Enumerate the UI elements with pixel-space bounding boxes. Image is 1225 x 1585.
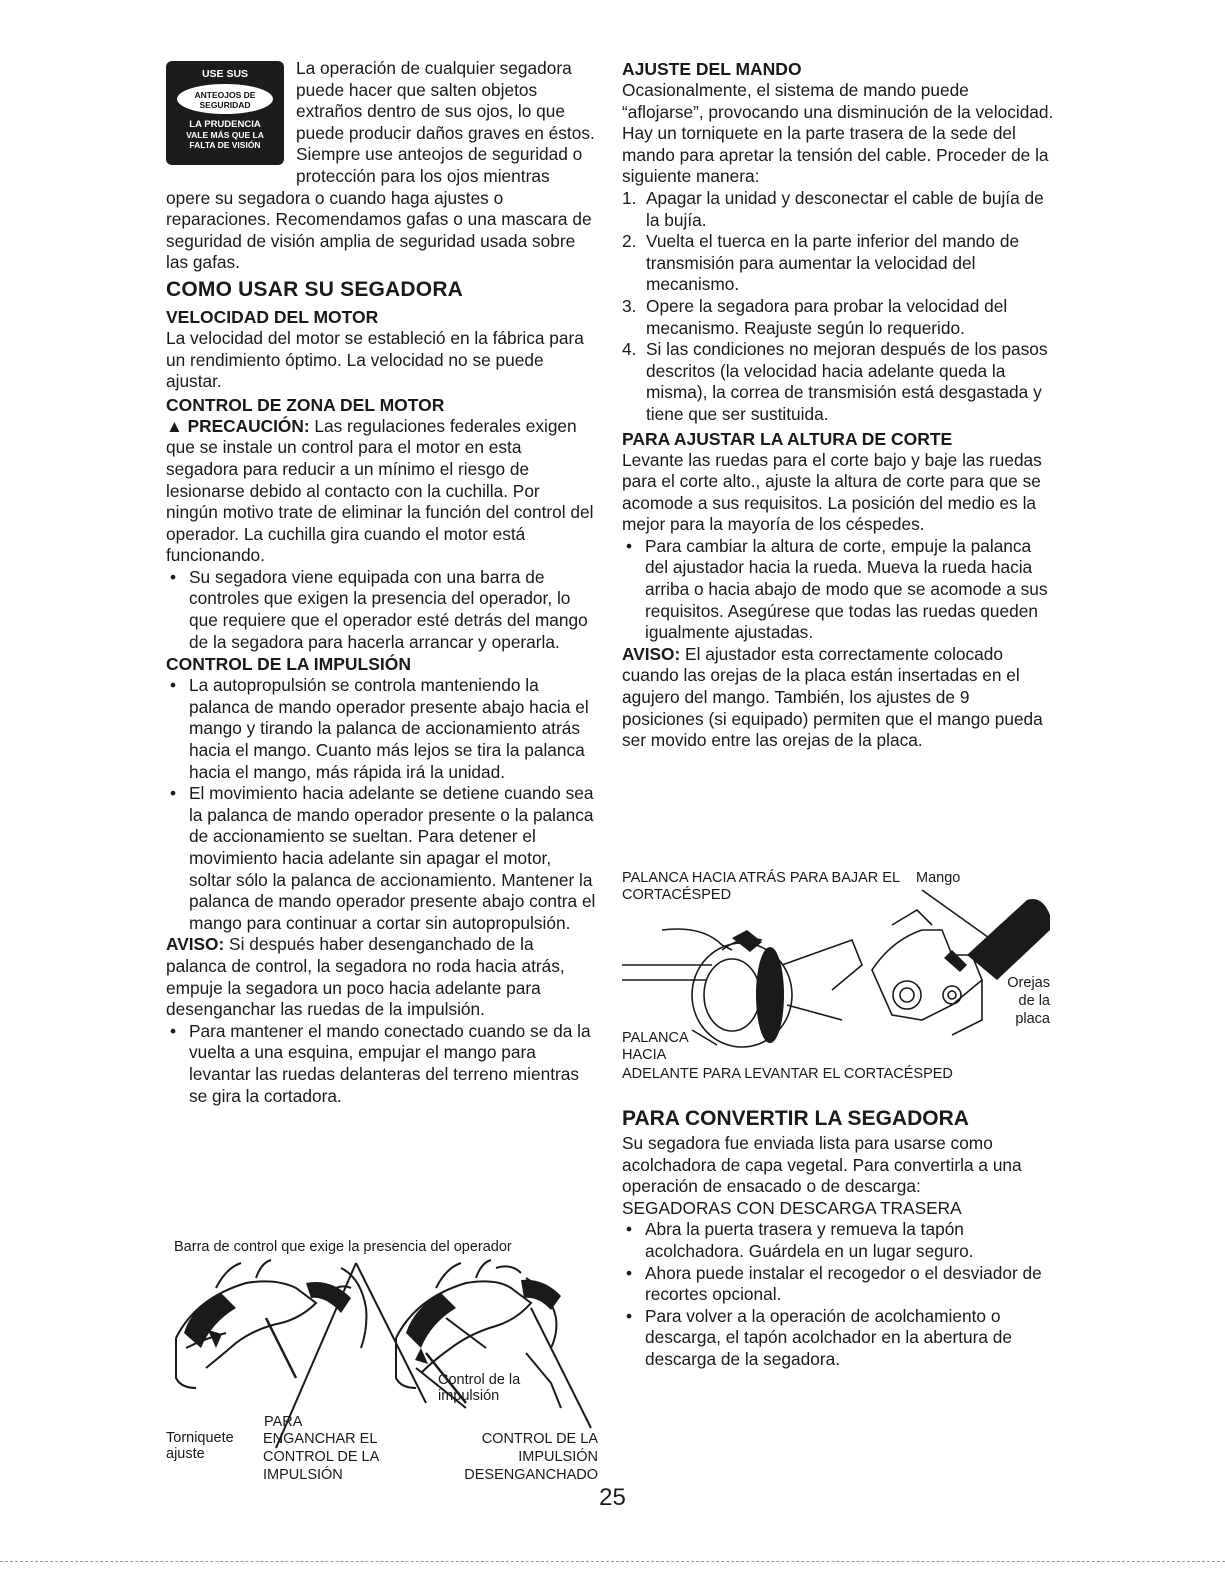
heading-drive-adjust: AJUSTE DEL MANDO [622,59,802,79]
list-item [622,188,1054,231]
caution-label: PRECAUCIÓN: [187,415,310,436]
rear-discharge-heading: SEGADORAS CON DESCARGA TRASERA [622,1197,962,1218]
step-text: Apagar la unidad y desconectar el cable de bujía de la bujía. [646,187,1044,230]
heading-cutting-height: PARA AJUSTAR LA ALTURA DE CORTE [622,428,953,449]
aviso-paragraph-right [622,644,1054,752]
badge-line-4: LA PRUDENCIA [189,119,261,130]
step-number: 2. [622,231,637,252]
zone-bullet-list [166,567,596,653]
list-item: • Para cambiar la altura de corte, empuje la palanca del ajustador hacia la rueda. Mueva la rueda hacia arriba o hacia abajo de modo que se acomode a sus requisitos. Asegúrese que todas las ruedas queden igualmente ajustadas. [622,536,1054,644]
caution-text: Las regulaciones federales exigen que se instale un control para el motor en esta segadora para reducir a un mínimo el riesgo de lesionarse debido al contacto con la cuchilla. Por ningún motivo trate de eliminar la función del control del operador. La cuchilla gira cuando el motor está funcionando. [166,415,594,566]
caution-paragraph [166,416,596,567]
list-item: • El movimiento hacia adelante se detiene cuando sea la palanca de mando operador presente o la palanca de accionamiento se sueltan. Para detener el movimiento hacia adelante sin apagar el motor, soltar sólo la palanca de accionamiento. Mantener la palanca de mando operador presente abajo contra el mango para continuar a cortar sin autopropulsión. [166,783,596,934]
badge-line-5: VALE MÁS QUE LA [186,130,264,140]
label-engage-drive: ENGANCHAR EL CONTROL DE LA IMPULSIÓN [263,1431,379,1483]
list-item [622,231,1054,296]
list-item: • Para volver a la operación de acolchamiento o descarga, el tapón acolchador en la abertura de descarga de la segadora. [622,1306,1054,1371]
aviso-text: El ajustador esta correctamente colocado cuando las orejas de la placa están insertadas en el agujero del mango. También, los ajustes de 9 posiciones (si equipado) permiten que el mango pueda ser movido entre las orejas de la placa. [622,643,1043,751]
bottom-divider [0,1561,1225,1562]
label-drive-control: Control de la impulsión [438,1372,521,1404]
safety-badge-icon [166,61,284,165]
heading-engine-zone-control: CONTROL DE ZONA DEL MOTOR [166,394,445,415]
engine-speed-text: La velocidad del motor se estableció en la fábrica para un rendimiento óptimo. La velocidad no se puede ajustar. [166,327,584,392]
aviso-paragraph-left [166,934,596,1020]
label-para: PARA [264,1414,303,1430]
drive-adjust-text: Ocasionalmente, el sistema de mando puede “aflojarse”, provocando una disminución de la velocidad. Hay un torniquete en la parte trasera de la sede del mando para apretar la tensión del cable. Proceder de la siguiente manera: [622,80,1054,187]
aviso-bullet-list [166,1021,596,1107]
label-orejas: Orejas de la placa [1007,975,1050,1027]
convert-section [622,1105,1054,1371]
aviso-label: AVISO: [166,934,225,955]
badge-line-1: USE SUS [201,68,249,80]
list-item [622,296,1054,339]
label-drive-disengaged: CONTROL DE LA IMPULSIÓN DESENGANCHADO [464,1431,598,1483]
drive-bullet-list [166,675,596,934]
intro-paragraph: La operación de cualquier segadora puede hacer que salten objetos extraños dentro de sus ojos, lo que puede producir daños graves en éstos. Siempre use anteojos de seguridad o protección para los ojos mientras opere su segadora o cuando haga ajustes o reparaciones. Recomendamos gafas o una mascara de seguridad de visión amplia de seguridad usada sobre las gafas. [166,58,595,273]
heading-engine-speed: VELOCIDAD DEL MOTOR [166,306,379,327]
step-number: 3. [622,295,637,316]
step-text: Vuelta el tuerca en la parte inferior del mando de transmisión para aumentar la velocidad del mecanismo. [646,231,1020,295]
step-text: Si las condiciones no mejoran después de los pasos descritos (la velocidad hacia adelante queda la misma), la correa de transmisión está desgastada y tiene que ser sustituida. [646,339,1048,424]
height-adjust-figure [622,870,1052,1086]
heading-drive-control: CONTROL DE LA IMPULSIÓN [166,654,411,675]
heading-how-to-use: COMO USAR SU SEGADORA [166,277,464,301]
adjust-steps-list [622,188,1054,426]
list-item: • Su segadora viene equipada con una barra de controles que exigen la presencia del operador, lo que requiere que el operador esté detrás del mango de la segadora para hacerla arrancar y operarla. [166,567,596,653]
convert-bullet-list [622,1219,1054,1370]
list-item [622,339,1054,425]
height-bullet-list [622,536,1054,644]
badge-line-2: ANTEOJOS DE [194,90,256,100]
label-lever-back: PALANCA HACIA ATRÁS PARA BAJAR EL CORTACÉSPED [622,870,900,903]
safety-glasses-badge [166,58,288,168]
aviso-text: Si después haber desenganchado de la palanca de control, la segadora no roda hacia atrás, empuje la segadora un poco hacia adelante para desenganchar las ruedas de la impulsión. [166,934,565,1020]
badge-oval [177,84,273,114]
heading-convert-mower: PARA CONVERTIR LA SEGADORA [622,1107,969,1130]
label-mango: Mango [916,870,961,886]
step-number: 1. [622,187,637,208]
right-column [622,58,1054,752]
badge-line-6: FALTA DE VISIÓN [189,140,261,150]
list-item: • Para mantener el mando conectado cuando se da la vuelta a una esquina, empujar el mango para levantar las ruedas delanteras del terreno mientras se gira la cortadora. [166,1021,596,1107]
list-item: • Abra la puerta trasera y remueva la tapón acolchadora. Guárdela en un lugar seguro. [622,1219,1054,1262]
cutting-height-text: Levante las ruedas para el corte bajo y baje las ruedas para el corte alto., ajuste la altura de corte para que se acomode a sus requisitos. La posición del medio es la mejor para la mayoría de los céspedes. [622,449,1042,535]
left-column [166,58,596,1107]
step-text: Opere la segadora para probar la velocidad del mecanismo. Reajuste según lo requerido. [646,295,1008,338]
list-item: • La autopropulsión se controla manteniendo la palanca de mando operador presente abajo hacia el mango y tirando la palanca de accionamiento atrás hacia el mango. Cuanto más lejos se tira la palanca hacia el mango, más rápida irá la unidad. [166,675,596,783]
page-number: 25 [599,1484,626,1511]
label-torniquete: Torniquete ajuste [166,1430,234,1462]
aviso-label: AVISO: [622,643,681,664]
label-palanca: PALANCA HACIA [622,1030,688,1063]
badge-line-3: SEGURIDAD [199,100,251,110]
label-lever-forward: ADELANTE PARA LEVANTAR EL CORTACÉSPED [622,1066,953,1082]
warning-triangle-icon: ▲ [166,416,183,436]
convert-text: Su segadora fue enviada lista para usarse como acolchadora de capa vegetal. Para convertirla a una operación de ensacado o de descarga: [622,1133,1022,1197]
figure-caption: Barra de control que exige la presencia del operador [174,1239,512,1255]
list-item: • Ahora puede instalar el recogedor o el desviador de recortes opcional. [622,1263,1054,1306]
step-number: 4. [622,339,637,360]
